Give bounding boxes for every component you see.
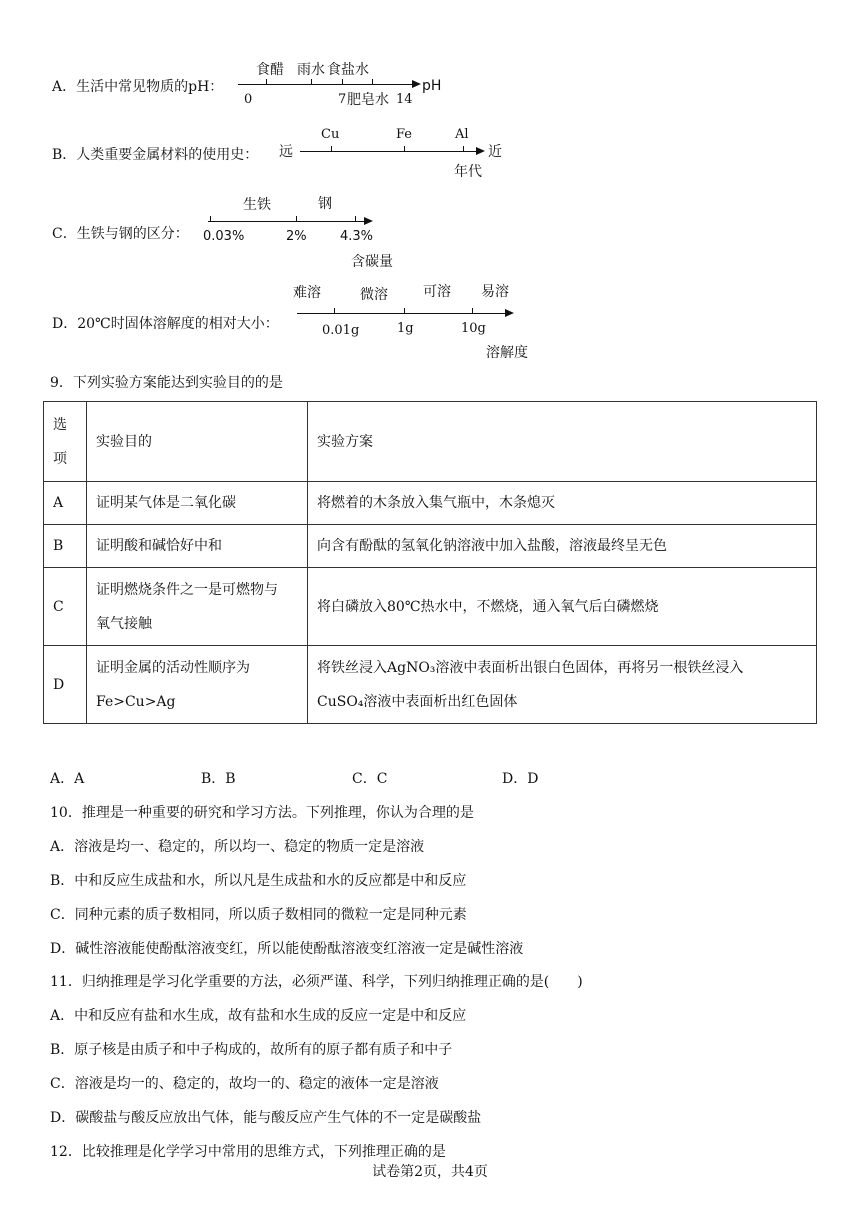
solubility-label-very: 易溶 <box>481 284 509 300</box>
history-axis-label: 年代 <box>454 164 482 180</box>
carbon-tick-label-2: 2% <box>286 229 307 244</box>
ph-tick <box>311 79 312 85</box>
goal-line: 证明燃烧条件之一是可燃物与 <box>96 581 278 598</box>
solubility-label-soluble: 可溶 <box>423 284 451 300</box>
ph-axis-unit: pH <box>422 78 442 94</box>
row-goal-cell <box>87 525 308 568</box>
q9-stem: 9．下列实验方案能达到实验目的的是 <box>50 375 283 391</box>
row-goal-cell <box>87 568 308 646</box>
carbon-tick <box>210 216 211 222</box>
q10-option-c: C．同种元素的质子数相同，所以质子数相同的微粒一定是同种元素 <box>50 907 467 923</box>
header-option-line: 项 <box>53 450 67 467</box>
carbon-axis-label: 含碳量 <box>351 254 393 270</box>
ph-tick <box>372 79 373 85</box>
row-goal-cell <box>87 482 308 525</box>
solubility-tick <box>404 308 405 314</box>
page-footer: 试卷第2页，共4页 <box>372 1164 488 1180</box>
ph-label-vinegar: 食醋 <box>256 62 284 78</box>
ph-label-soap-water: 肥皂水 <box>347 92 389 108</box>
solubility-label-insoluble: 难溶 <box>293 285 321 301</box>
q8-option-c-label: C．生铁与钢的区分： <box>52 226 189 242</box>
table-row <box>44 482 817 525</box>
solubility-tick-label-10g: 10g <box>461 321 486 336</box>
solubility-tick-label-0-01g: 0.01g <box>322 323 360 338</box>
ph-tick <box>342 79 343 85</box>
carbon-tick-label-4-3: 4.3% <box>340 229 374 244</box>
row-plan-cell <box>308 568 817 646</box>
history-axis-arrow <box>476 147 485 155</box>
table-header-row <box>44 402 817 482</box>
goal-line: 证明某气体是二氧化碳 <box>96 495 236 511</box>
table-row <box>44 568 817 646</box>
goal-line: Fe>Cu>Ag <box>96 693 176 710</box>
ph-axis-line <box>238 84 414 85</box>
ph-tick-label-0: 0 <box>244 92 253 107</box>
q11-stem: 11．归纳推理是学习化学重要的方法，必须严谨、科学，下列归纳推理正确的是( ) <box>50 974 583 990</box>
q12-stem: 12．比较推理是化学学习中常用的思维方式，下列推理正确的是 <box>50 1144 446 1160</box>
q11-option-a: A．中和反应有盐和水生成，故有盐和水生成的反应一定是中和反应 <box>50 1008 467 1024</box>
history-tick <box>463 146 464 152</box>
row-option-cell: C <box>44 568 87 646</box>
row-option-cell: B <box>44 525 87 568</box>
carbon-tick-label-0-03: 0.03% <box>203 229 245 244</box>
plan-line: 向含有酚酞的氢氧化钠溶液中加入盐酸，溶液最终呈无色 <box>317 538 667 554</box>
carbon-axis-line <box>208 221 366 222</box>
q10-option-d: D．碱性溶液能使酚酞溶液变红，所以能使酚酞溶液变红溶液一定是碱性溶液 <box>50 941 524 957</box>
ph-label-rain: 雨水 <box>297 62 325 78</box>
solubility-tick-label-1g: 1g <box>397 321 414 336</box>
row-plan-cell <box>308 482 817 525</box>
carbon-tick <box>355 216 356 222</box>
ph-tick <box>266 79 267 85</box>
q11-option-c: C．溶液是均一的、稳定的，故均一的、稳定的液体一定是溶液 <box>50 1076 439 1092</box>
row-plan-cell <box>308 646 817 724</box>
table-row <box>44 646 817 724</box>
goal-line: 证明酸和碱恰好中和 <box>96 538 222 554</box>
metal-label-cu: Cu <box>321 127 340 142</box>
goal-line: 证明金属的活动性顺序为 <box>96 659 250 676</box>
metal-label-fe: Fe <box>396 127 413 142</box>
q8-option-d-label: D．20℃时固体溶解度的相对大小： <box>52 316 279 332</box>
solubility-axis-arrow <box>505 309 514 317</box>
ph-tick-label-7: 7 <box>338 92 347 107</box>
ph-axis-arrow <box>412 80 421 88</box>
header-option-cell <box>44 402 87 482</box>
plan-line: 将铁丝浸入AgNO₃溶液中表面析出银白色固体，再将另一根铁丝浸入 <box>317 659 744 676</box>
q8-option-a-label: A．生活中常见物质的pH： <box>52 79 224 95</box>
metal-label-al: Al <box>455 127 469 142</box>
header-plan-cell: 实验方案 <box>308 402 817 482</box>
q9-choice-c: C．C <box>352 771 388 787</box>
solubility-tick <box>472 308 473 314</box>
table-row <box>44 525 817 568</box>
row-goal-cell <box>87 646 308 724</box>
plan-line: CuSO₄溶液中表面析出红色固体 <box>317 693 518 710</box>
row-plan-cell <box>308 525 817 568</box>
q10-option-a: A．溶液是均一、稳定的，所以均一、稳定的物质一定是溶液 <box>50 839 425 855</box>
solubility-axis-label: 溶解度 <box>486 345 528 361</box>
history-tick <box>404 146 405 152</box>
header-option-line: 选 <box>53 416 67 433</box>
row-option-cell: D <box>44 646 87 724</box>
carbon-axis-arrow <box>364 217 373 225</box>
carbon-label-pig-iron: 生铁 <box>243 197 271 213</box>
q11-option-b: B．原子核是由质子和中子构成的，故所有的原子都有质子和中子 <box>50 1042 453 1058</box>
carbon-tick <box>296 216 297 222</box>
row-option-cell: A <box>44 482 87 525</box>
solubility-axis-line <box>297 313 507 314</box>
experiment-table <box>43 401 817 724</box>
ph-label-salt-water: 食盐水 <box>327 62 369 78</box>
solubility-label-slightly: 微溶 <box>360 287 388 303</box>
history-start-label: 远 <box>279 144 293 160</box>
history-tick <box>331 146 332 152</box>
q10-stem: 10．推理是一种重要的研究和学习方法。下列推理，你认为合理的是 <box>50 805 474 821</box>
history-end-label: 近 <box>488 144 502 160</box>
history-axis-line <box>300 151 478 152</box>
header-goal-cell: 实验目的 <box>87 402 308 482</box>
ph-tick-label-14: 14 <box>396 92 413 107</box>
plan-line: 将白磷放入80℃热水中，不燃烧，通入氧气后白磷燃烧 <box>317 598 659 615</box>
carbon-label-steel: 钢 <box>318 196 332 212</box>
plan-line: 将燃着的木条放入集气瓶中，木条熄灭 <box>317 495 555 511</box>
q9-choice-b: B．B <box>201 771 236 787</box>
q10-option-b: B．中和反应生成盐和水，所以凡是生成盐和水的反应都是中和反应 <box>50 873 467 889</box>
goal-line: 氧气接触 <box>96 615 152 632</box>
solubility-tick <box>334 308 335 314</box>
q8-option-b-label: B．人类重要金属材料的使用史： <box>52 147 259 163</box>
q9-choice-d: D．D <box>502 771 539 787</box>
q9-choice-a: A．A <box>50 771 85 787</box>
q11-option-d: D．碳酸盐与酸反应放出气体，能与酸反应产生气体的不一定是碳酸盐 <box>50 1110 482 1126</box>
